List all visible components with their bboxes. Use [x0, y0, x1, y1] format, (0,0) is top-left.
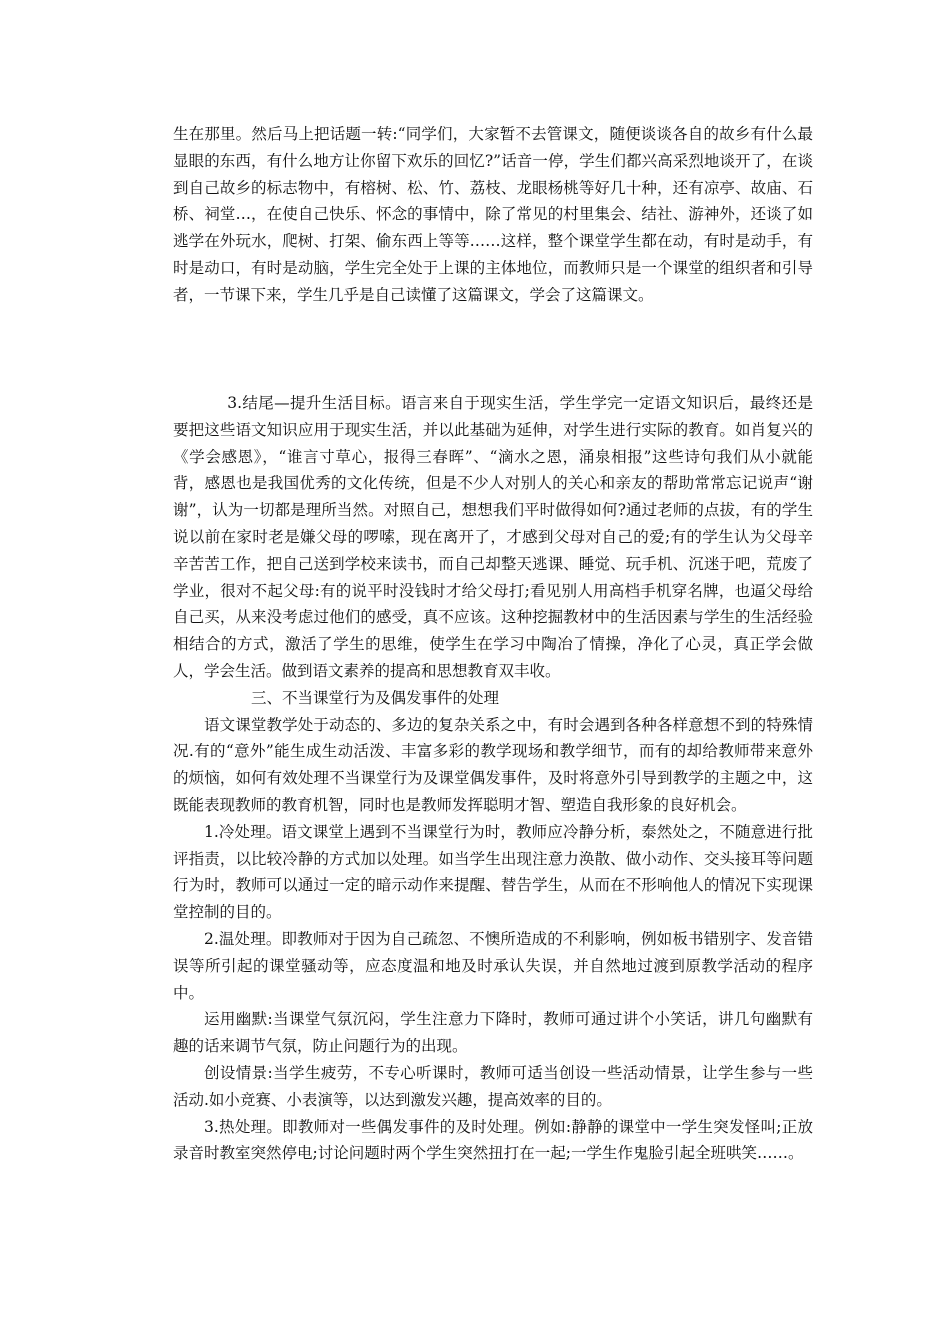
- paragraph-cold-handling: 1.冷处理。语文课堂上遇到不当课堂行为时，教师应冷静分析，泰然处之，不随意进行批评指责，以比较冷静的方式加以处理。如当学生出现注意力涣散、做小动作、交头接耳等问题行为时，教师可以通过一定的暗示动作来提醒、替告学生，从而在不形响他人的情况下实现课堂控制的目的。: [173, 822, 813, 922]
- text-block-top: [173, 121, 813, 309]
- paragraph-create-scene: 创设情景:当学生疲劳，不专心听课时，教师可适当创设一些活动情景，让学生参与一些活动.如小竞赛、小表演等，以达到激发兴趣，提高效率的目的。: [173, 1063, 813, 1109]
- paragraph-hot-handling: 3.热处理。即教师对一些偶发事件的及时处理。例如:静静的课堂中一学生突发怪叫;正放录音时教室突然停电;讨论问题时两个学生突然扭打在一起;一学生作鬼脸引起全班哄笑……。: [173, 1117, 813, 1163]
- paragraph-warm-handling: 2.温处理。即教师对于因为自己疏忽、不懊所造成的不利影响，例如板书错别字、发音错误等所引起的课堂骚动等，应态度温和地及时承认失误，并自然地过渡到原教学活动的程序中。: [173, 929, 813, 1002]
- paragraph-ending-section: 3.结尾—提升生活目标。语言来自于现实生活，学生学完一定语文知识后，最终还是要把这些语文知识应用于现实生活，并以此基础为延伸，对学生进行实际的教育。如肖复兴的《学会感恩》，“谁言寸草心，报得三春晖”、“滴水之恩，涌泉相报”这些诗句我们从小就能背，感恩也是我国优秀的文化传统，但是不少人对别人的关心和亲友的帮助常常忘记说声“谢谢”，认为一切都是理所当然。对照自己，想想我们平时做得如何?通过老师的点拔，有的学生说以前在家时老是嫌父母的啰嗦，现在离开了，才感到父母对自己的爱;有的学生认为父母辛辛苦苦工作，把自己送到学校来读书，而自己却整天逃课、睡觉、玩手机、沉迷于吧，荒废了学业，很对不起父母:有的说平时没钱时才给父母打;看见别人用高档手机穿名牌，也逼父母给自己买，从来没考虑过他们的感受，真不应该。这种挖掘教材中的生活因素与学生的生活经验相结合的方式，激活了学生的思维，使学生在学习中陶冶了情操，净化了心灵，真正学会做人，学会生活。做到语文素养的提高和思想教育双丰收。: [173, 394, 813, 680]
- section-heading: 三、不当课堂行为及偶发事件的处理: [251, 688, 500, 707]
- paragraph-humor: 运用幽默:当课堂气氛沉闷，学生注意力下降时，教师可通过讲个小笑话，讲几句幽默有趣的话来调节气氛，防止问题行为的出现。: [173, 1010, 813, 1056]
- text-block-main: [173, 390, 813, 1167]
- paragraph-discussion-continued: 生在那里。然后马上把话题一转:“同学们，大家暂不去管课文，随便谈谈各自的故乡有什么最显眼的东西，有什么地方让你留下欢乐的回忆?”话音一停，学生们都兴高采烈地谈开了，在谈到自己故乡的标志物中，有榕树、松、竹、荔枝、龙眼杨桃等好几十种，还有凉亭、故庙、石桥、祠堂…，在使自己快乐、怀念的事情中，除了常见的村里集会、结社、游神外，还谈了如逃学在外玩水，爬树、打架、偷东西上等等……这样，整个课堂学生都在动，有时是动手，有时是动口，有时是动脑，学生完全处于上课的主体地位，而教师只是一个课堂的组织者和引导者，一节课下来，学生几乎是自己读懂了这篇课文，学会了这篇课文。: [173, 125, 813, 304]
- paragraph-section-intro: 语文课堂教学处于动态的、多边的复杂关系之中，有时会遇到各种各样意想不到的特殊情况.有的“意外”能生成生动活泼、丰富多彩的教学现场和教学细节，而有的却给教师带来意外的烦恼，如何有效处理不当课堂行为及课堂偶发事件，及时将意外引导到教学的主题之中，这既能表现教师的教育机智，同时也是教师发挥聪明才智、塑造自我形象的良好机会。: [173, 715, 813, 814]
